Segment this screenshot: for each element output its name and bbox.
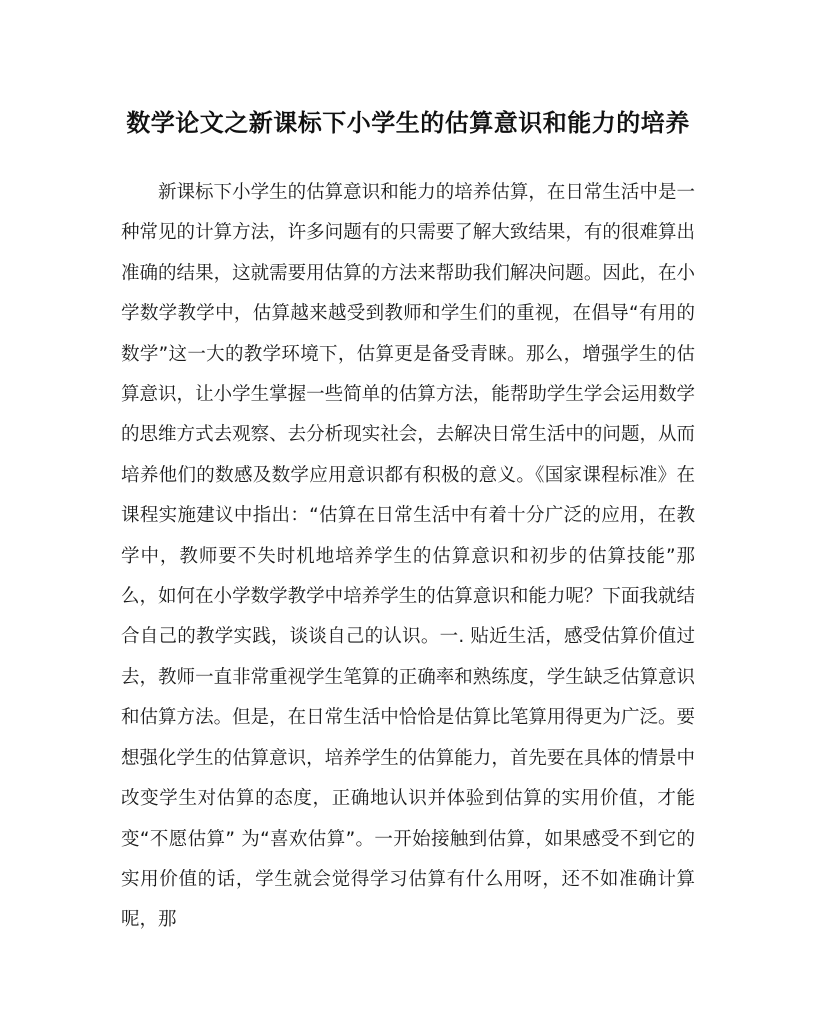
document-title: 数学论文之新课标下小学生的估算意识和能力的培养 bbox=[126, 108, 690, 137]
document-body-paragraph: 新课标下小学生的估算意识和能力的培养估算，在日常生活中是一种常见的计算方法，许多问题有的只需要了解大致结果，有的很难算出准确的结果，这就需要用估算的方法来帮助我们解决问题。因此，在小学数学教学中，估算越来越受到教师和学生们的重视，在倡导“有用的数学”这一大的教学环境下，估算更是备受青睐。那么，增强学生的估算意识，让小学生掌握一些简单的估算方法，能帮助学生学会运用数学的思维方式去观察、去分析现实社会，去解决日常生活中的问题，从而培养他们的数感及数学应用意识都有积极的意义。《国家课程标准》在课程实施建议中指出：“估算在日常生活中有着十分广泛的应用，在教学中，教师要不失时机地培养学生的估算意识和初步的估算技能”那么，如何在小学数学教学中培养学生的估算意识和能力呢？下面我就结合自己的教学实践，谈谈自己的认识。一. 贴近生活，感受估算价值过去，教师一直非常重视学生笔算的正确率和熟练度，学生缺乏估算意识和估算方法。但是，在日常生活中恰恰是估算比笔算用得更为广泛。要想强化学生的估算意识，培养学生的估算能力，首先要在具体的情景中改变学生对估算的态度，正确地认识并体验到估算的实用价值，才能变“不愿估算” 为“喜欢估算”。一开始接触到估算，如果感受不到它的实用价值的话，学生就会觉得学习估算有什么用呀，还不如准确计算呢，那 bbox=[121, 182, 695, 931]
